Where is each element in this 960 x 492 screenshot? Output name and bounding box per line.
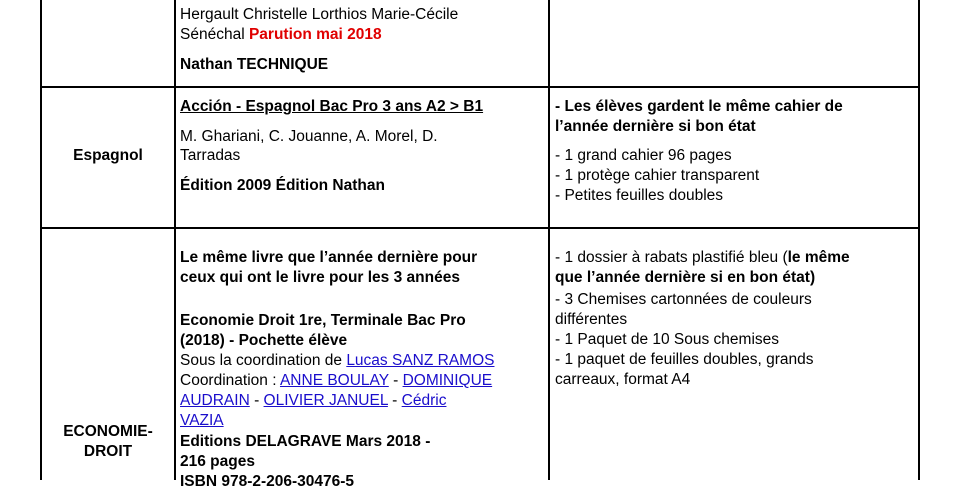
row3-pages: 216 pages [180,453,255,470]
row3-edition: Editions DELAGRAVE Mars 2018 - [180,433,431,450]
row2-note-line2: l’année dernière si bon état [555,118,756,135]
publication-date: Parution mai 2018 [248,26,382,43]
supply-item: - 3 Chemises cartonnées de couleurs [555,291,812,308]
author-link-vazia[interactable]: VAZIA [180,412,224,429]
table-border-right [918,0,920,480]
table-border-col1 [174,0,176,480]
row2-authors-line1: M. Ghariani, C. Jouanne, A. Morel, D. [180,128,438,145]
row3-intro-line2: ceux qui ont le livre pour les 3 années [180,269,460,286]
row3-book-line1: Economie Droit 1re, Terminale Bac Pro [180,312,466,329]
row3-coordination-line4 [180,411,224,431]
row3-coordination: Sous la coordination de Lucas SANZ RAMOS [180,352,495,369]
supply-item: - Petites feuilles doubles [555,187,724,204]
subject-economie-line1: ECONOMIE- [63,423,153,440]
author-link-audrain[interactable]: AUDRAIN [180,392,250,409]
subject-economie-line2: DROIT [83,443,133,460]
row3-coordination-line3: AUDRAIN - OLIVIER JANUEL - Cédric [180,392,447,409]
author-link-anne-boulay[interactable]: ANNE BOULAY [279,372,389,389]
row2-edition: Édition 2009 Édition Nathan [180,177,385,194]
row2-authors-line2: Tarradas [180,147,241,164]
author-link-dominique[interactable]: DOMINIQUE [402,372,493,389]
row1-authors-line2: Sénéchal Parution mai 2018 [180,26,382,43]
supply-item: - 1 Paquet de 10 Sous chemises [555,331,780,348]
row2-note-line1: - Les élèves gardent le même cahier de [555,98,843,115]
book-title-espagnol: Acción - Espagnol Bac Pro 3 ans A2 > B1 [180,98,484,115]
supply-item: différentes [555,311,628,328]
row3-coordination-line2: Coordination : ANNE BOULAY - DOMINIQUE [180,372,493,389]
row1-publisher: Nathan TECHNIQUE [180,56,329,73]
row3-supply-line1: - 1 dossier à rabats plastifié bleu (le même [555,249,850,266]
supply-item: - 1 grand cahier 96 pages [555,147,732,164]
table-border-col2 [548,0,550,480]
row3-book-line2: (2018) - Pochette élève [180,332,348,349]
row-divider-1 [40,86,920,88]
supply-item: - 1 protège cahier transparent [555,167,760,184]
supply-item: carreaux, format A4 [555,371,691,388]
row-divider-2 [40,227,920,229]
author-link-olivier-januel[interactable]: OLIVIER JANUEL [263,392,388,409]
row3-isbn: ISBN 978-2-206-30476-5 [180,473,355,490]
row3-supply-line2: que l’année dernière si en bon état) [555,269,816,286]
row1-authors-line: Hergault Christelle Lorthios Marie-Cécile [180,6,459,23]
subject-espagnol: Espagnol [73,147,143,164]
supply-item: - 1 paquet de feuilles doubles, grands [555,351,814,368]
author-link-lucas-sanz-ramos[interactable]: Lucas SANZ RAMOS [346,352,495,369]
row3-intro-line1: Le même livre que l’année dernière pour [180,249,478,266]
table-border-left [40,0,42,480]
author-link-cedric[interactable]: Cédric [401,392,447,409]
